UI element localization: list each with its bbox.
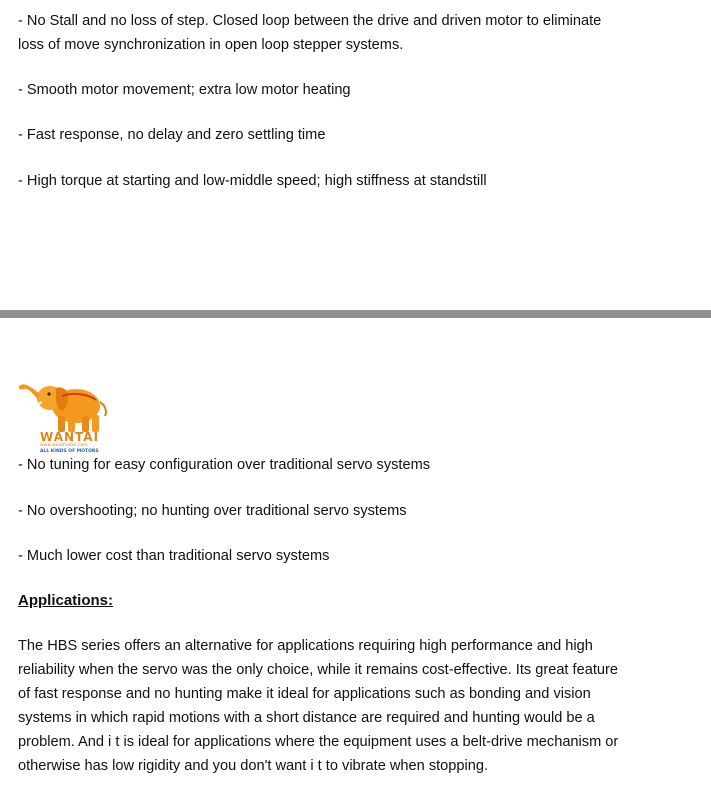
bullet-no-stall: - No Stall and no loss of step. Closed loop between the drive and driven motor to eliminate [18,13,602,29]
bullet-no-overshooting: - No overshooting; no hunting over traditional servo systems [18,503,407,519]
applications-line: The HBS series offers an alternative for applications requiring high performance and high [18,638,593,654]
bullet-lower-cost: - Much lower cost than traditional servo systems [18,548,330,564]
applications-line: problem. And i t is ideal for applications where the equipment uses a belt-drive mechanism or [18,734,619,750]
logo-website: www.wantmotor.com [40,443,88,448]
applications-line: systems in which rapid motions with a short distance are required and hunting would be a [18,710,595,726]
bullet-no-stall-continued: loss of move synchronization in open loop stepper systems. [18,37,404,53]
elephant-icon [16,380,116,436]
bullet-fast-response: - Fast response, no delay and zero settling time [18,127,326,143]
logo-tagline: ALL KINDS OF MOTORS [40,449,99,454]
bullet-smooth-movement: - Smooth motor movement; extra low motor heating [18,82,351,98]
wantai-logo [16,380,116,456]
page-divider [0,310,711,318]
applications-paragraph [18,634,678,778]
applications-line: of fast response and no hunting make it ideal for applications such as bonding and vision [18,686,591,702]
applications-line: reliability when the servo was the only choice, while it remains cost-effective. Its great feature [18,662,618,678]
bullet-no-tuning: - No tuning for easy configuration over traditional servo systems [18,457,431,473]
applications-heading: Applications: [18,592,114,609]
logo-brand: WANTAI [40,430,100,444]
bullet-high-torque: - High torque at starting and low-middle speed; high stiffness at standstill [18,173,487,189]
applications-line: otherwise has low rigidity and you don't want i t to vibrate when stopping. [18,758,489,774]
